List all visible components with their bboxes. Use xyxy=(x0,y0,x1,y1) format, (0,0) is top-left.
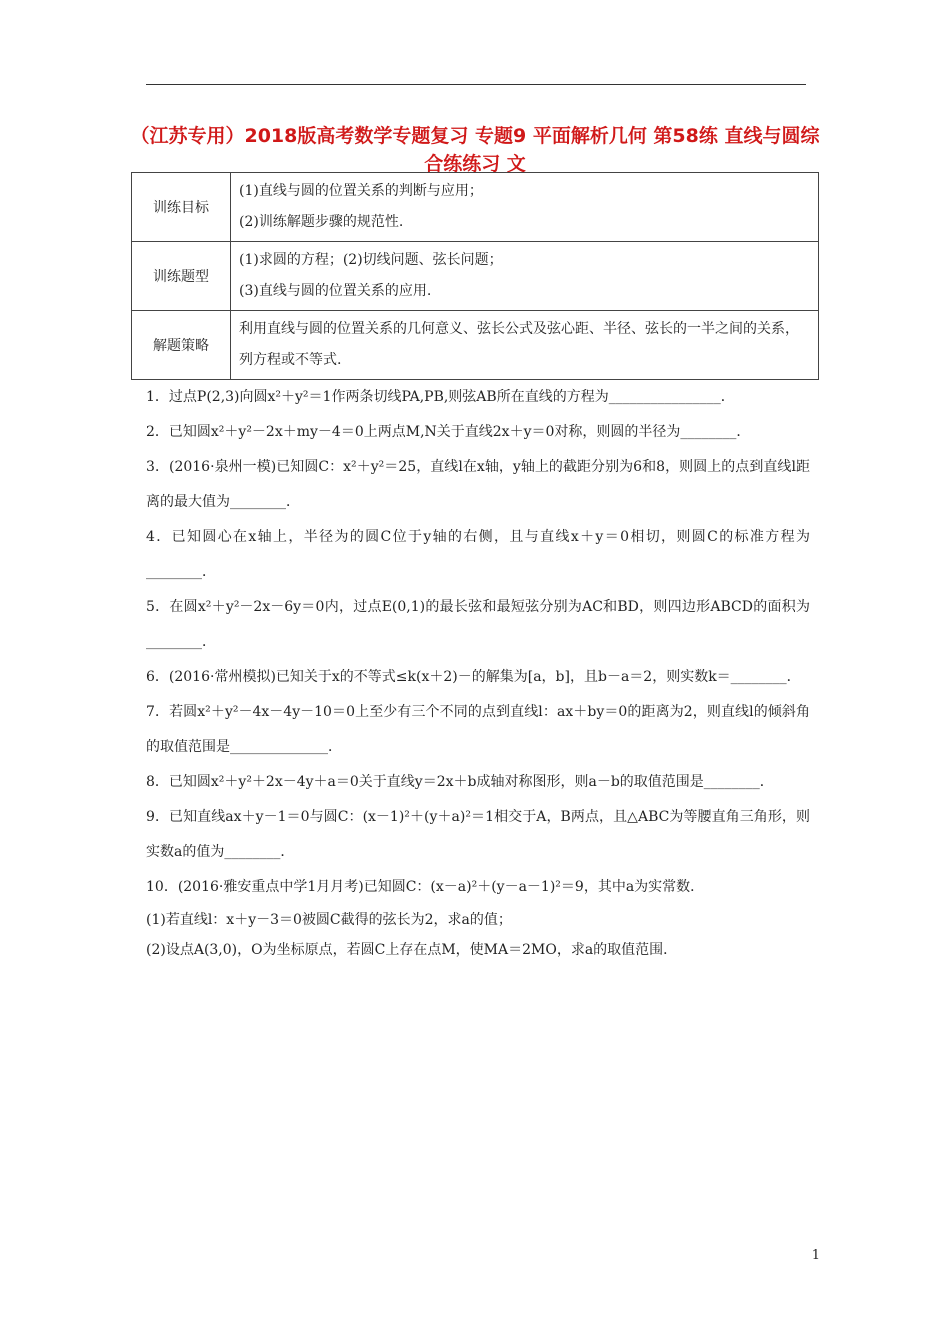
content-line: 利用直线与圆的位置关系的几何意义、弦长公式及弦心距、半径、弦长的一半之间的关系，列方程或不等式. xyxy=(239,321,799,368)
problem-6: 6．(2016·常州模拟)已知关于x的不等式≤k(x＋2)－的解集为[a，b]，且b－a＝2，则实数k＝________． xyxy=(146,669,801,685)
problem-3: 3．(2016·泉州一模)已知圆C：x²＋y²＝25，直线l在x轴，y轴上的截距分别为6和8，则圆上的点到直线l距离的最大值为________． xyxy=(146,459,810,510)
problem-4: 4．已知圆心在x轴上，半径为的圆C位于y轴的右侧，且与直线x＋y＝0相切，则圆C的标准方程为________． xyxy=(146,529,810,580)
row-label: 训练题型 xyxy=(132,242,231,311)
row-content xyxy=(231,311,819,380)
content-line: (2)训练解题步骤的规范性. xyxy=(239,214,404,230)
problem-9: 9．已知直线ax＋y－1＝0与圆C：(x－1)²＋(y＋a)²＝1相交于A，B两点，且△ABC为等腰直角三角形，则实数a的值为________． xyxy=(146,809,810,860)
training-info-table xyxy=(131,172,819,380)
problem-list xyxy=(146,380,810,965)
header-rule xyxy=(146,84,806,85)
problem-1: 1．过点P(2,3)向圆x²＋y²＝1作两条切线PA,PB,则弦AB所在直线的方程为________________． xyxy=(146,389,735,405)
problem-10: 10．(2016·雅安重点中学1月月考)已知圆C：(x－a)²＋(y－a－1)²＝9，其中a为实常数． xyxy=(146,879,705,895)
content-line: (3)直线与圆的位置关系的应用. xyxy=(239,283,432,299)
problem-2: 2．已知圆x²＋y²－2x＋my－4＝0上两点M,N关于直线2x＋y＝0对称，则圆的半径为________． xyxy=(146,424,751,440)
row-label: 解题策略 xyxy=(132,311,231,380)
table-row xyxy=(132,242,819,311)
document-title: （江苏专用）2018版高考数学专题复习 专题9 平面解析几何 第58练 直线与圆综合练练习 文 xyxy=(130,125,820,175)
row-label: 训练目标 xyxy=(132,173,231,242)
row-content xyxy=(231,242,819,311)
row-content xyxy=(231,173,819,242)
content-line: (1)求圆的方程；(2)切线问题、弦长问题； xyxy=(239,252,503,268)
problem-10-part-2: (2)设点A(3,0)，O为坐标原点，若圆C上存在点M，使MA＝2MO，求a的取值范围． xyxy=(146,942,678,958)
problem-5: 5．在圆x²＋y²－2x－6y＝0内，过点E(0,1)的最长弦和最短弦分别为AC和BD，则四边形ABCD的面积为________． xyxy=(146,599,810,650)
problem-10-part-1: (1)若直线l：x＋y－3＝0被圆C截得的弦长为2，求a的值； xyxy=(146,912,512,928)
table-row xyxy=(132,173,819,242)
problem-7: 7．若圆x²＋y²－4x－4y－10＝0上至少有三个不同的点到直线l：ax＋by＝0的距离为2，则直线l的倾斜角的取值范围是______________． xyxy=(146,704,810,755)
table-row xyxy=(132,311,819,380)
content-line: (1)直线与圆的位置关系的判断与应用； xyxy=(239,183,483,199)
problem-8: 8．已知圆x²＋y²＋2x－4y＋a＝0关于直线y＝2x＋b成轴对称图形，则a－b的取值范围是________． xyxy=(146,774,774,790)
page-number: 1 xyxy=(811,1248,820,1263)
